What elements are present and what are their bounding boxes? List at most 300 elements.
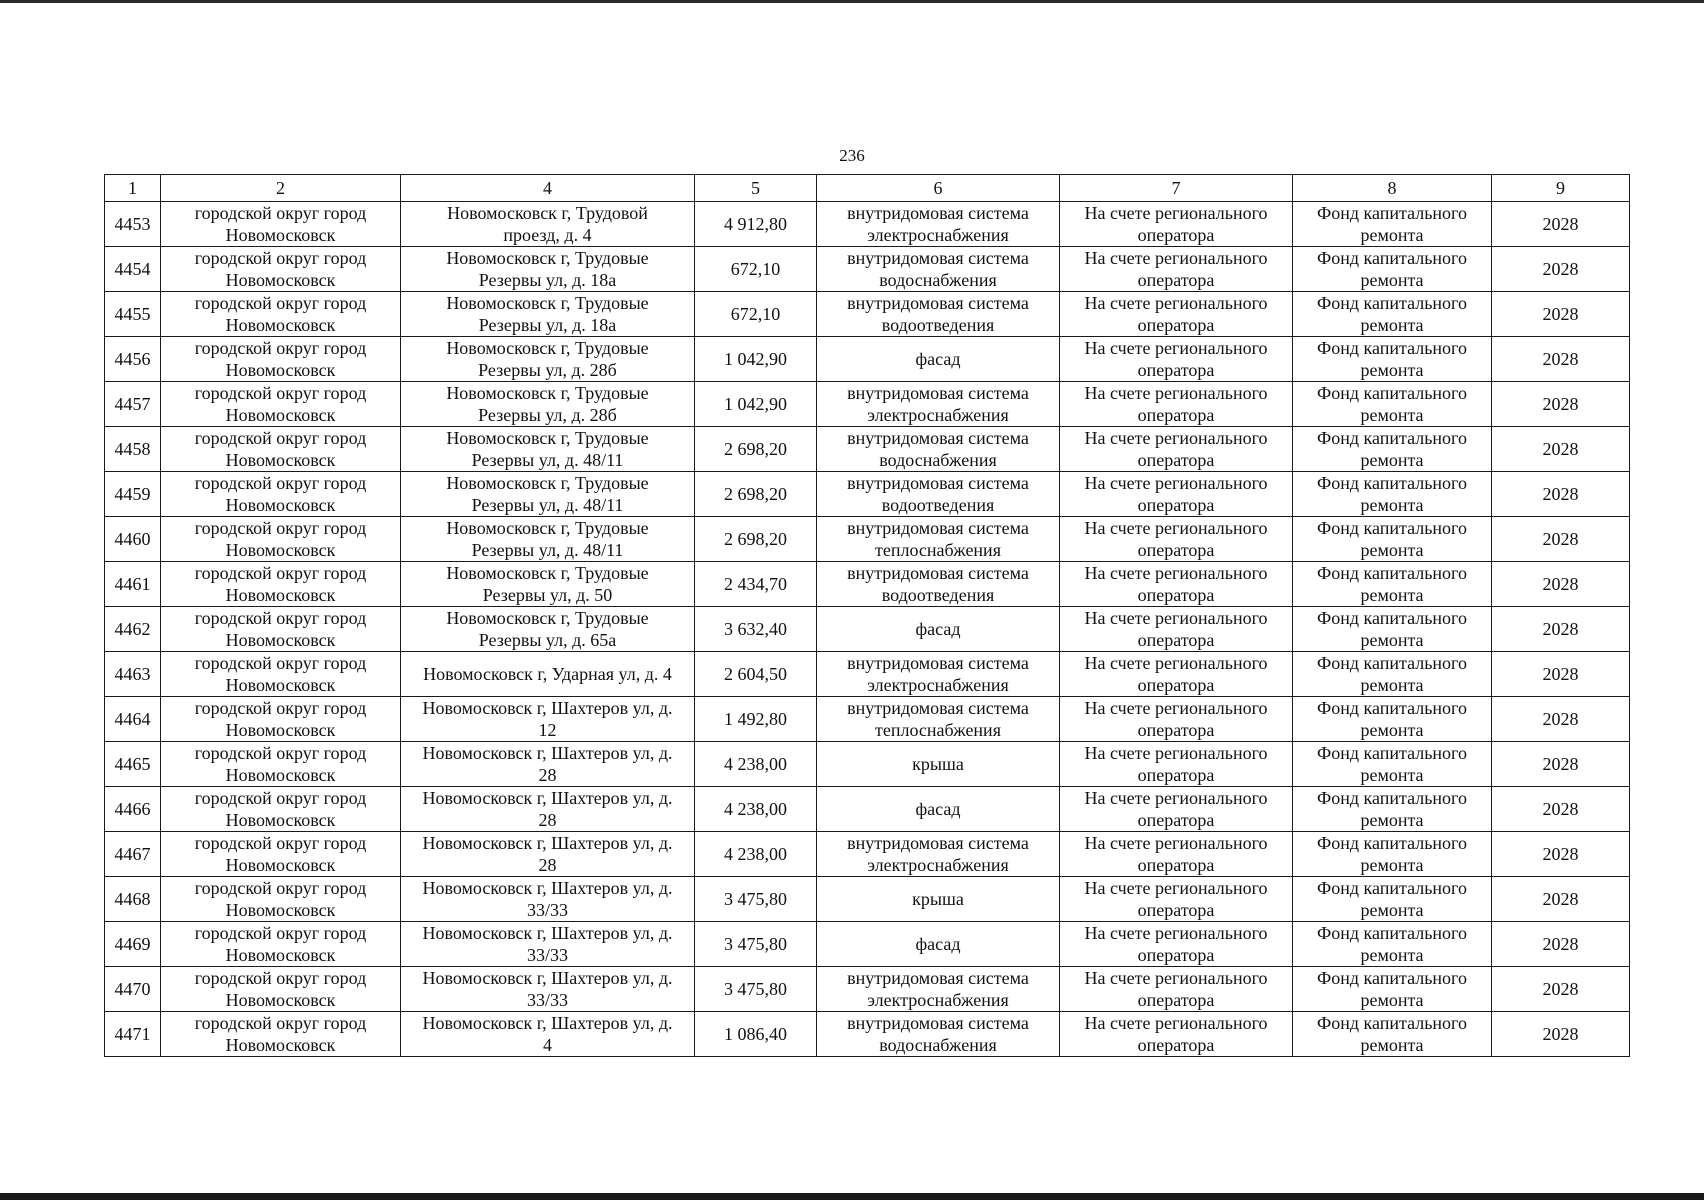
- row-number-cell: 4467: [105, 832, 161, 877]
- table-row: [105, 427, 1630, 472]
- address-cell-line: Резервы ул, д. 18а: [478, 315, 617, 335]
- system-cell-line: электроснабжения: [867, 225, 1009, 245]
- account-cell: [1060, 247, 1293, 292]
- system-cell: [817, 202, 1060, 247]
- system-cell: [817, 517, 1060, 562]
- fund-cell: [1293, 787, 1492, 832]
- account-cell-line: оператора: [1137, 945, 1215, 965]
- area-value-cell: 4 238,00: [695, 742, 817, 787]
- fund-cell-line: ремонта: [1360, 720, 1424, 740]
- system-cell: [817, 877, 1060, 922]
- municipality-cell-line: городской округ город: [194, 833, 367, 853]
- system-cell: [817, 697, 1060, 742]
- row-number-cell: 4459: [105, 472, 161, 517]
- area-value-cell: 1 042,90: [695, 337, 817, 382]
- year-cell: 2028: [1492, 562, 1630, 607]
- municipality-cell-line: городской округ город: [194, 248, 367, 268]
- area-value-cell: 1 492,80: [695, 697, 817, 742]
- address-cell-line: Новомосковск г, Шахтеров ул, д.: [422, 743, 673, 763]
- system-cell-line: теплоснабжения: [875, 540, 1001, 560]
- table-row: [105, 742, 1630, 787]
- account-cell-line: оператора: [1137, 270, 1215, 290]
- municipality-cell-line: Новомосковск: [225, 405, 336, 425]
- account-cell: [1060, 1012, 1293, 1057]
- municipality-cell: [161, 967, 401, 1012]
- account-cell-line: На счете регионального: [1084, 833, 1268, 853]
- municipality-cell: [161, 517, 401, 562]
- year-cell: 2028: [1492, 877, 1630, 922]
- account-cell: [1060, 787, 1293, 832]
- fund-cell: [1293, 922, 1492, 967]
- account-cell-line: На счете регионального: [1084, 518, 1268, 538]
- address-cell-line: Новомосковск г, Трудовые: [446, 248, 649, 268]
- year-cell: 2028: [1492, 472, 1630, 517]
- system-cell-line: фасад: [915, 934, 961, 954]
- fund-cell: [1293, 427, 1492, 472]
- year-cell: 2028: [1492, 652, 1630, 697]
- fund-cell-line: ремонта: [1360, 765, 1424, 785]
- row-number-cell: 4453: [105, 202, 161, 247]
- account-cell-line: На счете регионального: [1084, 608, 1268, 628]
- system-cell-line: фасад: [915, 799, 961, 819]
- fund-cell-line: ремонта: [1360, 270, 1424, 290]
- account-cell-line: оператора: [1137, 540, 1215, 560]
- address-cell: [401, 247, 695, 292]
- address-cell-line: Новомосковск г, Шахтеров ул, д.: [422, 878, 673, 898]
- municipality-cell: [161, 427, 401, 472]
- account-cell-line: оператора: [1137, 630, 1215, 650]
- system-cell: [817, 562, 1060, 607]
- address-cell: [401, 382, 695, 427]
- system-cell-line: электроснабжения: [867, 855, 1009, 875]
- area-value-cell: 2 698,20: [695, 427, 817, 472]
- account-cell-line: На счете регионального: [1084, 653, 1268, 673]
- table-row: [105, 562, 1630, 607]
- municipality-cell-line: Новомосковск: [225, 720, 336, 740]
- system-cell-line: внутридомовая система: [847, 1013, 1029, 1033]
- row-number-cell: 4468: [105, 877, 161, 922]
- fund-cell: [1293, 967, 1492, 1012]
- address-cell-line: Новомосковск г, Трудовые: [446, 608, 649, 628]
- area-value-cell: 3 475,80: [695, 922, 817, 967]
- system-cell-line: внутридомовая система: [847, 563, 1029, 583]
- system-cell-line: электроснабжения: [867, 405, 1009, 425]
- address-cell-line: Резервы ул, д. 48/11: [471, 495, 624, 515]
- row-number-cell: 4461: [105, 562, 161, 607]
- table-row: [105, 652, 1630, 697]
- table-row: [105, 787, 1630, 832]
- account-cell: [1060, 922, 1293, 967]
- system-cell-line: внутридомовая система: [847, 833, 1029, 853]
- address-cell: [401, 202, 695, 247]
- fund-cell-line: Фонд капитального: [1317, 608, 1467, 628]
- address-cell: [401, 562, 695, 607]
- column-header: 5: [695, 175, 817, 202]
- municipality-cell: [161, 202, 401, 247]
- area-value-cell: 1 042,90: [695, 382, 817, 427]
- account-cell: [1060, 292, 1293, 337]
- address-cell-line: Новомосковск г, Шахтеров ул, д.: [422, 923, 673, 943]
- system-cell: [817, 337, 1060, 382]
- column-header: 8: [1293, 175, 1492, 202]
- year-cell: 2028: [1492, 787, 1630, 832]
- column-header: 6: [817, 175, 1060, 202]
- system-cell-line: водоотведения: [881, 495, 995, 515]
- municipality-cell: [161, 787, 401, 832]
- system-cell-line: внутридомовая система: [847, 653, 1029, 673]
- fund-cell: [1293, 472, 1492, 517]
- fund-cell-line: Фонд капитального: [1317, 923, 1467, 943]
- municipality-cell-line: городской округ город: [194, 338, 367, 358]
- system-cell-line: электроснабжения: [867, 675, 1009, 695]
- account-cell-line: На счете регионального: [1084, 248, 1268, 268]
- address-cell-line: Резервы ул, д. 18а: [478, 270, 617, 290]
- table-row: [105, 472, 1630, 517]
- address-cell: [401, 922, 695, 967]
- fund-cell: [1293, 877, 1492, 922]
- fund-cell: [1293, 517, 1492, 562]
- address-cell-line: 33/33: [526, 990, 568, 1010]
- table-row: [105, 337, 1630, 382]
- fund-cell-line: Фонд капитального: [1317, 338, 1467, 358]
- address-cell-line: Резервы ул, д. 48/11: [471, 450, 624, 470]
- municipality-cell: [161, 337, 401, 382]
- address-cell: [401, 292, 695, 337]
- municipality-cell-line: Новомосковск: [225, 990, 336, 1010]
- fund-cell: [1293, 382, 1492, 427]
- address-cell-line: Новомосковск г, Шахтеров ул, д.: [422, 968, 673, 988]
- table-row: [105, 202, 1630, 247]
- column-header: 4: [401, 175, 695, 202]
- account-cell: [1060, 832, 1293, 877]
- year-cell: 2028: [1492, 832, 1630, 877]
- municipality-cell-line: Новомосковск: [225, 585, 336, 605]
- municipality-cell-line: Новомосковск: [225, 810, 336, 830]
- area-value-cell: 2 698,20: [695, 517, 817, 562]
- system-cell: [817, 607, 1060, 652]
- fund-cell-line: Фонд капитального: [1317, 698, 1467, 718]
- address-cell-line: проезд, д. 4: [503, 225, 592, 245]
- fund-cell-line: ремонта: [1360, 495, 1424, 515]
- fund-cell-line: Фонд капитального: [1317, 743, 1467, 763]
- account-cell-line: оператора: [1137, 405, 1215, 425]
- bottom-border-line: [0, 1193, 1704, 1200]
- address-cell: [401, 607, 695, 652]
- municipality-cell-line: Новомосковск: [225, 495, 336, 515]
- row-number-cell: 4458: [105, 427, 161, 472]
- address-cell-line: 33/33: [526, 945, 568, 965]
- account-cell-line: оператора: [1137, 990, 1215, 1010]
- system-cell: [817, 427, 1060, 472]
- system-cell-line: теплоснабжения: [875, 720, 1001, 740]
- account-cell-line: оператора: [1137, 810, 1215, 830]
- table-row: [105, 607, 1630, 652]
- fund-cell-line: ремонта: [1360, 900, 1424, 920]
- municipality-cell-line: городской округ город: [194, 473, 367, 493]
- system-cell-line: крыша: [912, 889, 964, 909]
- account-cell: [1060, 337, 1293, 382]
- row-number-cell: 4457: [105, 382, 161, 427]
- account-cell-line: оператора: [1137, 1035, 1215, 1055]
- address-cell-line: Новомосковск г, Трудовые: [446, 563, 649, 583]
- municipality-cell-line: городской округ город: [194, 698, 367, 718]
- account-cell-line: На счете регионального: [1084, 473, 1268, 493]
- address-cell-line: Резервы ул, д. 50: [482, 585, 613, 605]
- address-cell: [401, 517, 695, 562]
- area-value-cell: 1 086,40: [695, 1012, 817, 1057]
- system-cell: [817, 247, 1060, 292]
- row-number-cell: 4455: [105, 292, 161, 337]
- year-cell: 2028: [1492, 517, 1630, 562]
- address-cell-line: 4: [543, 1035, 552, 1055]
- area-value-cell: 2 604,50: [695, 652, 817, 697]
- year-cell: 2028: [1492, 427, 1630, 472]
- fund-cell: [1293, 562, 1492, 607]
- address-cell-line: Резервы ул, д. 28б: [478, 360, 617, 380]
- address-cell-line: 33/33: [526, 900, 568, 920]
- fund-cell: [1293, 697, 1492, 742]
- account-cell-line: оператора: [1137, 765, 1215, 785]
- municipality-cell-line: городской округ город: [194, 428, 367, 448]
- table-body: [105, 202, 1630, 1057]
- account-cell-line: На счете регионального: [1084, 563, 1268, 583]
- area-value-cell: 3 475,80: [695, 967, 817, 1012]
- fund-cell-line: ремонта: [1360, 450, 1424, 470]
- system-cell-line: внутридомовая система: [847, 698, 1029, 718]
- address-cell-line: Новомосковск г, Трудовые: [446, 293, 649, 313]
- municipality-cell-line: Новомосковск: [225, 855, 336, 875]
- year-cell: 2028: [1492, 742, 1630, 787]
- account-cell-line: оператора: [1137, 585, 1215, 605]
- fund-cell-line: Фонд капитального: [1317, 473, 1467, 493]
- municipality-cell: [161, 832, 401, 877]
- municipality-cell-line: Новомосковск: [225, 540, 336, 560]
- fund-cell-line: Фонд капитального: [1317, 968, 1467, 988]
- system-cell-line: электроснабжения: [867, 990, 1009, 1010]
- table-row: [105, 1012, 1630, 1057]
- municipality-cell: [161, 292, 401, 337]
- fund-cell-line: ремонта: [1360, 405, 1424, 425]
- account-cell-line: На счете регионального: [1084, 293, 1268, 313]
- page-number: 236: [839, 146, 865, 165]
- system-cell: [817, 967, 1060, 1012]
- system-cell-line: внутридомовая система: [847, 293, 1029, 313]
- row-number-cell: 4464: [105, 697, 161, 742]
- year-cell: 2028: [1492, 292, 1630, 337]
- system-cell: [817, 292, 1060, 337]
- system-cell-line: фасад: [915, 619, 961, 639]
- area-value-cell: 2 434,70: [695, 562, 817, 607]
- address-cell: [401, 1012, 695, 1057]
- account-cell-line: оператора: [1137, 225, 1215, 245]
- system-cell-line: внутридомовая система: [847, 203, 1029, 223]
- account-cell-line: оператора: [1137, 450, 1215, 470]
- address-cell-line: Новомосковск г, Трудовой: [447, 203, 648, 223]
- system-cell: [817, 832, 1060, 877]
- address-cell-line: Новомосковск г, Трудовые: [446, 518, 649, 538]
- account-cell-line: На счете регионального: [1084, 743, 1268, 763]
- account-cell-line: На счете регионального: [1084, 923, 1268, 943]
- fund-cell: [1293, 742, 1492, 787]
- fund-cell-line: Фонд капитального: [1317, 203, 1467, 223]
- fund-cell-line: ремонта: [1360, 540, 1424, 560]
- system-cell-line: водоснабжения: [879, 270, 997, 290]
- account-cell-line: оператора: [1137, 315, 1215, 335]
- municipality-cell-line: Новомосковск: [225, 450, 336, 470]
- account-cell: [1060, 202, 1293, 247]
- account-cell-line: На счете регионального: [1084, 968, 1268, 988]
- address-cell: [401, 967, 695, 1012]
- account-cell-line: оператора: [1137, 360, 1215, 380]
- municipality-cell-line: Новомосковск: [225, 315, 336, 335]
- municipality-cell-line: городской округ город: [194, 878, 367, 898]
- address-cell: [401, 832, 695, 877]
- system-cell-line: внутридомовая система: [847, 383, 1029, 403]
- row-number-cell: 4465: [105, 742, 161, 787]
- fund-cell-line: ремонта: [1360, 630, 1424, 650]
- municipality-cell: [161, 562, 401, 607]
- fund-cell-line: Фонд капитального: [1317, 653, 1467, 673]
- system-cell-line: внутридомовая система: [847, 248, 1029, 268]
- system-cell: [817, 922, 1060, 967]
- area-value-cell: 2 698,20: [695, 472, 817, 517]
- municipality-cell-line: городской округ город: [194, 923, 367, 943]
- fund-cell-line: Фонд капитального: [1317, 833, 1467, 853]
- area-value-cell: 3 632,40: [695, 607, 817, 652]
- municipality-cell-line: Новомосковск: [225, 630, 336, 650]
- account-cell-line: На счете регионального: [1084, 788, 1268, 808]
- fund-cell-line: ремонта: [1360, 1035, 1424, 1055]
- municipality-cell-line: городской округ город: [194, 1013, 367, 1033]
- account-cell-line: На счете регионального: [1084, 878, 1268, 898]
- address-cell: [401, 472, 695, 517]
- municipality-cell: [161, 652, 401, 697]
- fund-cell-line: ремонта: [1360, 675, 1424, 695]
- area-value-cell: 4 238,00: [695, 787, 817, 832]
- column-header: 2: [161, 175, 401, 202]
- account-cell: [1060, 562, 1293, 607]
- municipality-cell-line: Новомосковск: [225, 900, 336, 920]
- address-cell-line: 28: [538, 855, 557, 875]
- table-row: [105, 247, 1630, 292]
- fund-cell-line: ремонта: [1360, 225, 1424, 245]
- fund-cell-line: ремонта: [1360, 360, 1424, 380]
- address-cell: [401, 787, 695, 832]
- address-cell: [401, 427, 695, 472]
- municipality-cell: [161, 1012, 401, 1057]
- table-row: [105, 877, 1630, 922]
- table-row: [105, 517, 1630, 562]
- year-cell: 2028: [1492, 922, 1630, 967]
- account-cell-line: На счете регионального: [1084, 203, 1268, 223]
- municipality-cell-line: Новомосковск: [225, 270, 336, 290]
- fund-cell: [1293, 292, 1492, 337]
- row-number-cell: 4471: [105, 1012, 161, 1057]
- municipality-cell-line: городской округ город: [194, 203, 367, 223]
- address-cell-line: Новомосковск г, Трудовые: [446, 428, 649, 448]
- fund-cell-line: Фонд капитального: [1317, 248, 1467, 268]
- system-cell: [817, 742, 1060, 787]
- fund-cell-line: ремонта: [1360, 945, 1424, 965]
- account-cell: [1060, 427, 1293, 472]
- fund-cell-line: Фонд капитального: [1317, 788, 1467, 808]
- row-number-cell: 4454: [105, 247, 161, 292]
- table-row: [105, 922, 1630, 967]
- municipality-cell: [161, 697, 401, 742]
- fund-cell-line: Фонд капитального: [1317, 878, 1467, 898]
- system-cell-line: внутридомовая система: [847, 968, 1029, 988]
- system-cell-line: водоотведения: [881, 315, 995, 335]
- year-cell: 2028: [1492, 967, 1630, 1012]
- row-number-cell: 4460: [105, 517, 161, 562]
- table-row: [105, 292, 1630, 337]
- address-cell-line: Новомосковск г, Шахтеров ул, д.: [422, 788, 673, 808]
- system-cell: [817, 787, 1060, 832]
- system-cell: [817, 652, 1060, 697]
- address-cell-line: Новомосковск г, Трудовые: [446, 473, 649, 493]
- system-cell: [817, 472, 1060, 517]
- account-cell-line: На счете регионального: [1084, 1013, 1268, 1033]
- year-cell: 2028: [1492, 607, 1630, 652]
- account-cell: [1060, 517, 1293, 562]
- municipality-cell: [161, 607, 401, 652]
- row-number-cell: 4470: [105, 967, 161, 1012]
- fund-cell: [1293, 337, 1492, 382]
- table-row: [105, 967, 1630, 1012]
- account-cell-line: На счете регионального: [1084, 698, 1268, 718]
- account-cell-line: оператора: [1137, 720, 1215, 740]
- address-cell-line: Новомосковск г, Шахтеров ул, д.: [422, 833, 673, 853]
- system-cell: [817, 1012, 1060, 1057]
- account-cell-line: На счете регионального: [1084, 428, 1268, 448]
- area-value-cell: 4 912,80: [695, 202, 817, 247]
- fund-cell-line: ремонта: [1360, 585, 1424, 605]
- fund-cell-line: Фонд капитального: [1317, 383, 1467, 403]
- address-cell-line: 12: [538, 720, 557, 740]
- municipality-cell: [161, 247, 401, 292]
- municipality-cell-line: городской округ город: [194, 293, 367, 313]
- fund-cell-line: ремонта: [1360, 855, 1424, 875]
- fund-cell-line: Фонд капитального: [1317, 563, 1467, 583]
- municipality-cell-line: Новомосковск: [225, 765, 336, 785]
- account-cell-line: оператора: [1137, 675, 1215, 695]
- system-cell: [817, 382, 1060, 427]
- system-cell-line: водоотведения: [881, 585, 995, 605]
- account-cell: [1060, 877, 1293, 922]
- area-value-cell: 672,10: [695, 247, 817, 292]
- municipality-cell-line: городской округ город: [194, 788, 367, 808]
- account-cell: [1060, 967, 1293, 1012]
- year-cell: 2028: [1492, 1012, 1630, 1057]
- column-header: 9: [1492, 175, 1630, 202]
- municipality-cell-line: Новомосковск: [225, 225, 336, 245]
- system-cell-line: внутридомовая система: [847, 473, 1029, 493]
- municipality-cell-line: городской округ город: [194, 653, 367, 673]
- system-cell-line: внутридомовая система: [847, 518, 1029, 538]
- table-row: [105, 382, 1630, 427]
- municipality-cell: [161, 877, 401, 922]
- fund-cell: [1293, 247, 1492, 292]
- header-row: [105, 175, 1630, 202]
- municipality-cell-line: городской округ город: [194, 608, 367, 628]
- address-cell-line: Новомосковск г, Трудовые: [446, 338, 649, 358]
- address-cell-line: Резервы ул, д. 65а: [478, 630, 617, 650]
- fund-cell: [1293, 832, 1492, 877]
- municipality-cell-line: городской округ город: [194, 518, 367, 538]
- address-cell-line: Новомосковск г, Шахтеров ул, д.: [422, 1013, 673, 1033]
- address-cell-line: Резервы ул, д. 48/11: [471, 540, 624, 560]
- account-cell: [1060, 472, 1293, 517]
